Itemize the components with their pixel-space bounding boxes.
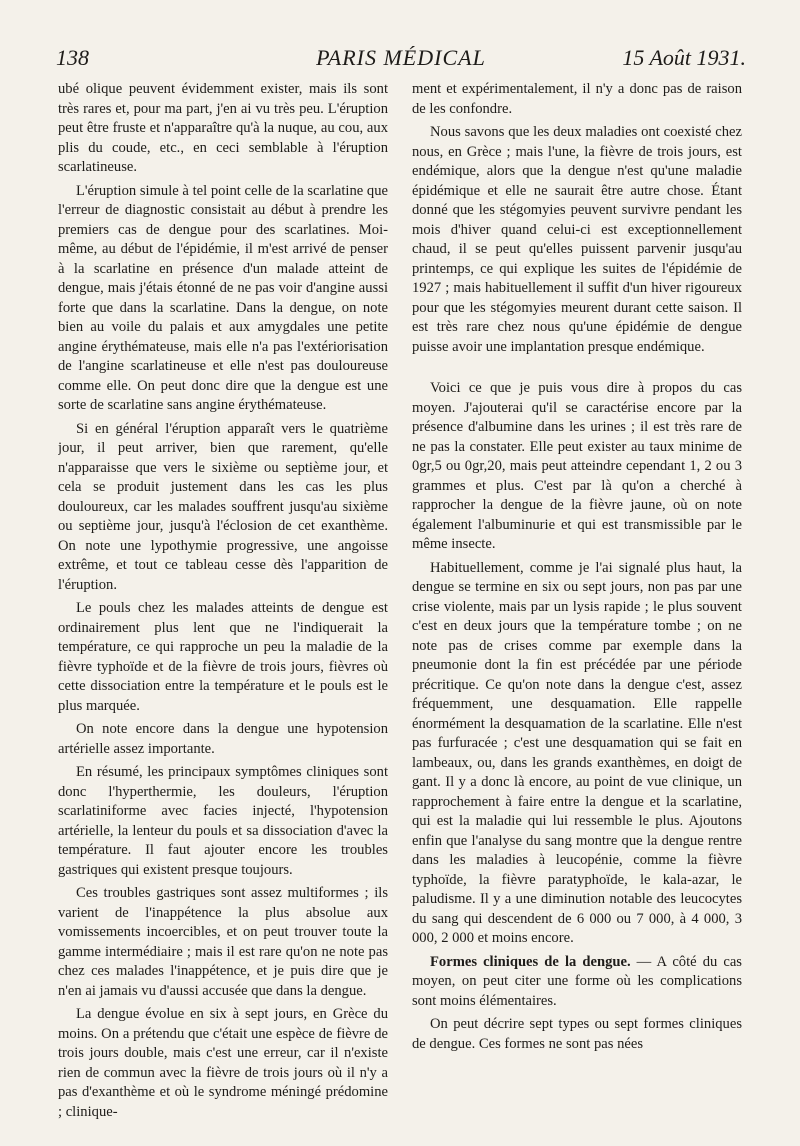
paragraph: ment et expérimentalement, il n'y a donc pas de raison de les confondre. [412, 81, 742, 117]
right-column [412, 80, 742, 1130]
page-header [56, 45, 746, 75]
left-column [58, 80, 388, 1130]
paragraph: Le pouls chez les malades atteints de dengue est ordinairement plus lent que ne l'indiquerait la température, ce qui rapproche un peu la maladie de la fièvre typhoïde et de la fièvre de trois jours, fièvres où cette dissociation entre la température et le pouls est le plus marquée. [58, 600, 388, 714]
paragraph: Si en général l'éruption apparaît vers le quatrième jour, il peut arriver, bien que rarement, qu'elle n'apparaisse que vers le sixième ou septième jour, et cela se produit justement dans les cas les plus douloureux, car les malades souffrent jusqu'au sixième ou septième jour, jusqu'à l'éclosion de cet exanthème. On note une lypothymie progressive, une angoisse extrême, et tout ce tableau cesse dès l'apparition de l'éruption. [58, 420, 388, 593]
paragraph: Habituellement, comme je l'ai signalé plus haut, la dengue se termine en six ou sept jours, non pas par une crise violente, mais par un lysis rapide ; le plus souvent c'est en deux jours que la température tombe ; on ne note pas de crises comme par exemple dans la pneumonie dont la fin est précédée par une période précritique. Ce qu'on note dans la dengue c'est, assez fréquemment, une desquamation. Elle rappelle énormément la desquamation de la scarlatine. Elle n'est pas furfuracée ; c'est une desquamation qui se fait en lambeaux, ou, dans les grands exanthèmes, en doigt de gant. Il y a donc là encore, au point de vue clinique, un rapprochement à faire entre la dengue et la scarlatine, qui est la maladie qui lui ressemble le plus. Ajoutons enfin que l'analyse du sang montre que la dengue rentre dans les maladies à leucopénie, comme la fièvre typhoïde, la fièvre paratyphoïde, le kala-azar, le paludisme. Il y a une diminution notable des leucocytes du sang qui descendent de 6 000 ou 7 000, à 4 000, 3 000, 2 000 et moins encore. [412, 559, 742, 946]
paragraph: La dengue évolue en six à sept jours, en Grèce du moins. On a prétendu que c'était une espèce de fièvre de trois jours double, mais c'est une erreur, car il n'existe rien de commun avec la fièvre de trois jours où il n'y a pas d'exanthème et où le syndrome méningé prédomine ; clinique- [58, 1006, 388, 1120]
paragraph: En résumé, les principaux symptômes cliniques sont donc l'hyperthermie, les douleurs, l'éruption scarlatiniforme avec facies injecté, l'hypotension artérielle, la lenteur du pouls et sa dissociation d'avec la température. Il faut ajouter encore les troubles gastriques qui existent presque toujours. [58, 764, 388, 878]
paragraph: Nous savons que les deux maladies ont coexisté chez nous, en Grèce ; mais l'une, la fièvre de trois jours, est endémique, alors que la dengue n'est qu'une maladie épidémique et elle ne saurait être autre chose. Étant donné que les stégomyies peuvent survivre pendant les mois d'hiver quand celui-ci est exceptionnellement chaud, il se peut qu'elles puissent parvenir jusqu'au printemps, ce qui explique les suites de l'épidémie de 1927 ; mais habituellement il suffit d'un hiver rigoureux pour que les stégomyies meurent durant cette saison. Il est très rare chez nous qu'une épidémie de dengue puisse avoir une implantation presque endémique. [412, 124, 742, 355]
paragraph: On peut décrire sept types ou sept formes cliniques de dengue. Ces formes ne sont pas nées [412, 1016, 742, 1052]
section-intro [412, 953, 742, 1012]
issue-date: 15 Août 1931. [622, 45, 746, 70]
paragraph: ubé olique peuvent évidemment exister, mais ils sont très rares et, pour ma part, j'en ai vu très peu. L'éruption peut être fruste et n'apparaître qu'à la nuque, au cou, aux plis du coude, etc., en ceci semblable à l'éruption scarlatineuse. [58, 81, 388, 175]
paragraph: Voici ce que je puis vous dire à propos du cas moyen. J'ajouterai qu'il se caractérise encore par la présence d'albumine dans les urines ; il est très rare de ne pas la constater. Elle peut exister au taux minime de 0gr,5 ou 0gr,20, mais peut atteindre cependant 1, 2 ou 3 grammes et plus. C'est par là qu'on a cherché à rapprocher la dengue de la fièvre jaune, où on note également l'albuminurie et qui est transmissible par le même insecte. [412, 380, 742, 552]
journal-title: PARIS MÉDICAL [316, 45, 486, 70]
paragraph: Ces troubles gastriques sont assez multiformes ; ils varient de l'inappétence la plus absolue aux vomissements incoercibles, et on peut trouver toute la gamme intermédiaire ; mais il est rare qu'on ne note pas chez ces malades l'inappétence, et je puis dire que je n'en ai jamais vu d'aussi accusée que dans la dengue. [58, 885, 388, 999]
section-intro-text: — A côté du cas moyen, on peut citer une forme où les complications sont moins élémentaires. [412, 953, 742, 1009]
paragraph: On note encore dans la dengue une hypotension artérielle assez importante. [58, 721, 388, 757]
paragraph: L'éruption simule à tel point celle de la scarlatine que l'erreur de diagnostic consistait au début à prendre les premiers cas de dengue pour des scarlatines. Moi-même, au début de l'épidémie, il m'est arrivé de penser à la scarlatine en présence d'un malade atteint de dengue, mais j'étais étonné de ne pas voir d'angine aussi forte que dans la scarlatine. Dans la dengue, on note bien au voile du palais et aux amygdales une petite angine érythémateuse, mais elle n'a pas l'extériorisation de l'angine scarlatineuse et elle n'est pas douloureuse comme elle. On peut donc dire que la dengue est une sorte de scarlatine sans angine érythémateuse. [58, 182, 388, 413]
section-heading: Formes cliniques de la dengue. [430, 953, 631, 970]
page-number: 138 [56, 45, 89, 70]
